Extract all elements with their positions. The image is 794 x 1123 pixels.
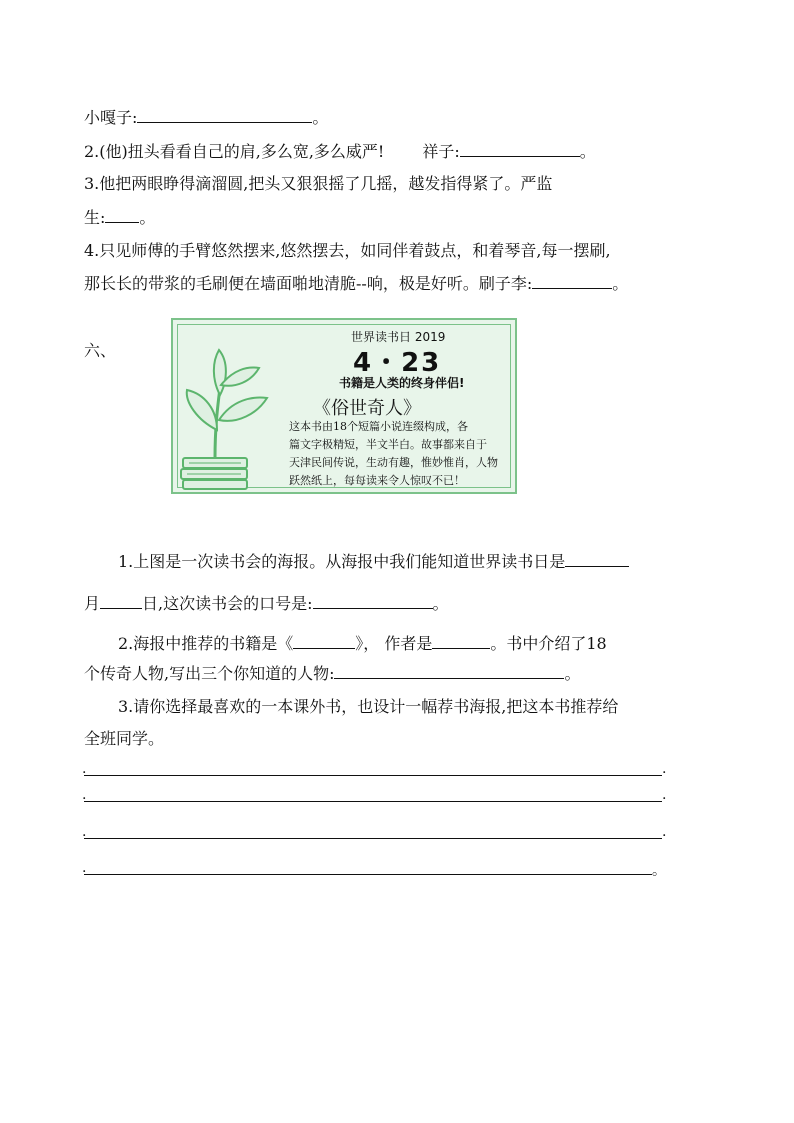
poster-desc-line: 篇文字极精短，半文半白。故事都来自于 bbox=[289, 438, 487, 451]
q-shuazili-line2 bbox=[84, 272, 628, 295]
line-start-mark: . bbox=[82, 860, 87, 876]
q6-2-text-b: 》， 作者是 bbox=[355, 634, 433, 653]
answer-blank[interactable] bbox=[532, 272, 612, 289]
q-end-mark: 。 bbox=[579, 142, 596, 161]
line-start-mark: . bbox=[82, 787, 87, 803]
poster-desc-line: 这本书由18个短篇小说连缀构成，各 bbox=[289, 420, 468, 433]
poster-desc-line: 天津民间传说，生动有趣，惟妙惟肖，人物 bbox=[289, 456, 498, 469]
q-end-mark: 。 bbox=[432, 594, 449, 613]
q-shuazili-line1: 4.只见师傅的手臂悠然摆来,悠然摆去，如同伴着鼓点，和着琴音,每一摆刷, bbox=[84, 241, 611, 260]
answer-blank[interactable] bbox=[100, 592, 142, 609]
answer-blank[interactable] bbox=[137, 106, 312, 123]
line-end-mark: . bbox=[662, 787, 667, 803]
q6-2-line2 bbox=[84, 662, 581, 685]
poster-book-title: 《俗世奇人》 bbox=[313, 398, 421, 419]
q6-1-month-label: 月 bbox=[84, 594, 101, 613]
line-end-mark: 。 bbox=[652, 863, 666, 879]
q-xiangzi bbox=[84, 140, 596, 163]
poster-description bbox=[289, 418, 498, 490]
q-xiangzi-label: 祥子: bbox=[422, 142, 460, 161]
q-end-mark: 。 bbox=[612, 274, 629, 293]
line-end-mark: . bbox=[662, 761, 667, 777]
poster-slogan: 书籍是人类的终身伴侣! bbox=[339, 376, 465, 390]
poster-top-line: 世界读书日 2019 bbox=[351, 330, 446, 344]
q6-1-line1 bbox=[118, 550, 629, 573]
q6-3-line1: 3.请你选择最喜欢的一本课外书，也设计一幅荐书海报,把这本书推荐给 bbox=[118, 697, 619, 716]
answer-blank[interactable] bbox=[432, 632, 490, 649]
q-end-mark: 。 bbox=[139, 208, 156, 227]
q6-2-text-d: 个传奇人物,写出三个你知道的人物: bbox=[84, 664, 335, 683]
answer-blank[interactable] bbox=[460, 140, 580, 157]
q-xiangzi-text: 2.(他)扭头看看自己的肩,多么宽,多么威严! bbox=[84, 142, 385, 161]
plant-on-books-icon bbox=[177, 340, 277, 490]
line-end-mark: . bbox=[662, 824, 667, 840]
q-yanjiansheng-line2 bbox=[84, 206, 155, 229]
answer-blank[interactable] bbox=[313, 592, 433, 609]
answer-line[interactable] bbox=[84, 838, 662, 839]
q-xiaogazi-label: 小嘎子: bbox=[84, 108, 138, 127]
q-shuazili-text: 那长长的带浆的毛刷便在墙面啪地清脆--响，极是好听。刷子李: bbox=[84, 274, 533, 293]
q6-2-line1 bbox=[118, 632, 607, 655]
line-start-mark: . bbox=[82, 824, 87, 840]
q6-2-text-c: 。书中介绍了18 bbox=[490, 634, 607, 653]
poster-date: 4・23 bbox=[353, 348, 442, 378]
q6-1-slogan-label: 日,这次读书会的口号是: bbox=[142, 594, 313, 613]
answer-line[interactable] bbox=[84, 874, 652, 875]
q6-1-text: 1.上图是一次读书会的海报。从海报中我们能知道世界读书日是 bbox=[118, 552, 566, 571]
answer-blank[interactable] bbox=[565, 550, 629, 567]
answer-line[interactable] bbox=[84, 775, 662, 776]
answer-blank[interactable] bbox=[334, 662, 564, 679]
q-xiaogazi bbox=[84, 106, 328, 129]
q6-1-line2 bbox=[84, 592, 449, 615]
section-six-heading: 六、 bbox=[84, 341, 117, 360]
answer-line[interactable] bbox=[84, 801, 662, 802]
q-end-mark: 。 bbox=[564, 664, 581, 683]
q6-2-text-a: 2.海报中推荐的书籍是《 bbox=[118, 634, 294, 653]
line-start-mark: . bbox=[82, 761, 87, 777]
q-yanjiansheng-line1: 3.他把两眼睁得滴溜圆,把头又狠狠摇了几摇，越发指得紧了。严监 bbox=[84, 174, 553, 193]
answer-blank[interactable] bbox=[105, 206, 139, 223]
q6-3-line2: 全班同学。 bbox=[84, 729, 165, 748]
reading-day-poster bbox=[171, 318, 517, 494]
answer-blank[interactable] bbox=[293, 632, 355, 649]
q-end-mark: 。 bbox=[312, 108, 329, 127]
q-yanjiansheng-label: 生: bbox=[84, 208, 106, 227]
poster-desc-line: 跃然纸上，每每读来令人惊叹不已！ bbox=[289, 474, 465, 487]
